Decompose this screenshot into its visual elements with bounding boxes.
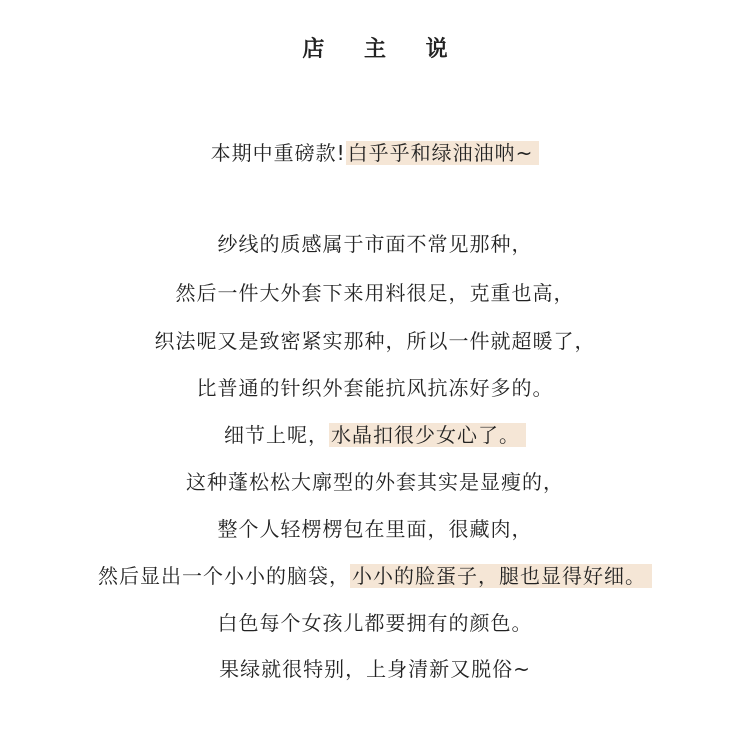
line-highlight: 小小的脸蛋子，腿也显得好细。 <box>350 564 652 588</box>
text-line-8 <box>0 561 750 591</box>
line-highlight: 水晶扣很少女心了。 <box>329 423 526 447</box>
text-line-10 <box>0 654 750 684</box>
text-line-5 <box>0 420 750 450</box>
text-line-9 <box>0 608 750 638</box>
line-text: 然后一件大外套下来用料很足，克重也高， <box>175 281 575 305</box>
line-text: 白色每个女孩儿都要拥有的颜色。 <box>217 611 533 635</box>
line-text: 纱线的质感属于市面不常见那种， <box>217 232 533 256</box>
intro-text: 本期中重磅款! <box>210 141 346 165</box>
text-line-2 <box>0 278 750 308</box>
line-text: 果绿就很特别，上身清新又脱俗~ <box>219 657 531 681</box>
text-line-3 <box>0 326 750 356</box>
line-text: 织法呢又是致密紧实那种，所以一件就超暖了， <box>154 329 596 353</box>
intro-highlight: 白乎乎和绿油油呐~ <box>346 141 540 165</box>
line-text: 然后显出一个小小的脑袋， <box>98 564 350 588</box>
line-text: 整个人轻楞楞包在里面，很藏肉， <box>217 517 533 541</box>
section-title: 店 主 说 <box>302 37 464 62</box>
text-line-6 <box>0 467 750 497</box>
intro-line <box>0 138 750 168</box>
line-text: 这种蓬松松大廓型的外套其实是显瘦的， <box>186 470 564 494</box>
text-line-4 <box>0 373 750 403</box>
line-text: 细节上呢， <box>224 423 329 447</box>
line-text: 比普通的针织外套能抗风抗冻好多的。 <box>196 376 554 400</box>
text-line-1 <box>0 229 750 259</box>
text-line-7 <box>0 514 750 544</box>
